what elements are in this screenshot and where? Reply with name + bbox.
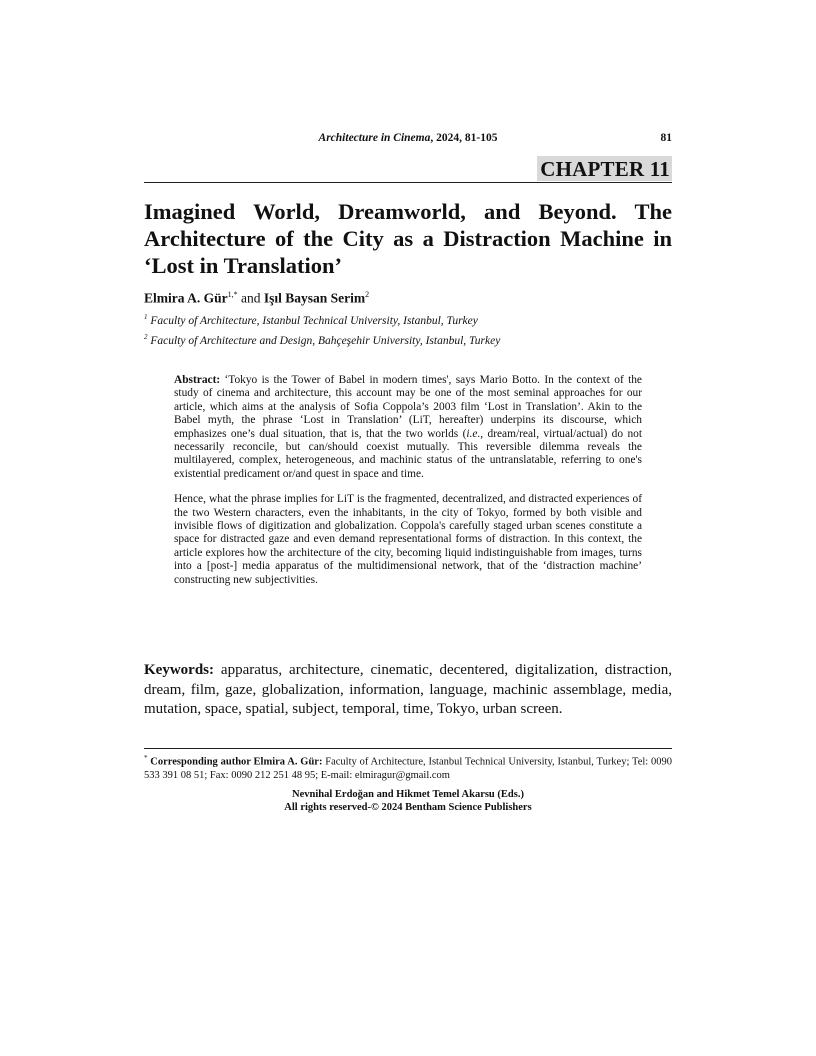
footnote <box>144 752 672 782</box>
chapter-heading <box>537 156 672 181</box>
author-name: Işıl Baysan Serim <box>263 290 366 306</box>
keywords <box>144 661 672 720</box>
keywords-text: apparatus, architecture, cinematic, decentered, digitalization, distraction, dream, film, gaze, globalization, information, language, machinic assemblage, media, mutation, space, spatial, subject, temporal, time, Tokyo, urban screen. <box>144 662 672 717</box>
abstract-paragraph: Hence, what the phrase implies for LiT is the fragmented, decentralized, and distracted experiences of the two Western characters, even the inhabitants, in the city of Tokyo, formed by both visible and invisible flows of digitization and globalization. Coppola's carefully staged urban scenes constitute a space for distracted gaze and even demand representational forms of distraction. In this context, the article explores how the architecture of the city, becoming liquid indistinguishable from images, turns into a [post-] media apparatus of the multidimensional network, that of the ‘distraction machine’ constructing new subjectivities. <box>174 493 642 586</box>
chapter-rule <box>144 182 672 183</box>
author-line <box>144 290 369 307</box>
rights-line: All rights reserved-© 2024 Bentham Science Publishers <box>284 802 532 813</box>
affiliation-text: Faculty of Architecture and Design, Bahçeşehir University, Istanbul, Turkey <box>147 334 501 347</box>
page-number: 81 <box>660 132 672 144</box>
journal-citation <box>144 132 672 144</box>
abstract-emphasis: i.e. <box>466 427 481 440</box>
abstract-text: , dream/real, virtual/actual) do not necessarily reconcile, but can/should coexist mutually. This reversible dilemma reveals the multilayered, complex, heterogeneous, and machinic status of the untranslatable, referring to one's existential predicament or/and quest in space and time. <box>174 427 643 480</box>
journal-year-pages: , 2024, 81-105 <box>430 132 498 144</box>
author-affiliation-mark: 2 <box>365 290 370 299</box>
editors-line: Nevnihal Erdoğan and Hikmet Temel Akarsu (Eds.) <box>292 789 524 800</box>
affiliation <box>144 333 500 347</box>
keywords-label: Keywords: <box>144 662 214 678</box>
affiliation-mark: 2 <box>144 333 148 341</box>
abstract <box>174 374 642 599</box>
footnote-rule <box>144 748 672 749</box>
affiliation-text: Faculty of Architecture, Istanbul Technical University, Istanbul, Turkey <box>147 314 478 327</box>
abstract-paragraph <box>174 374 642 481</box>
affiliation <box>144 313 478 327</box>
footnote-text: Faculty of Architecture, Istanbul Technical University, Istanbul, Turkey; Tel: 0090 533 391 08 51; Fax: 0090 212 251 48 95; E-mail: elmiragur@gmail.com <box>144 756 672 781</box>
footnote-label: Corresponding author Elmira A. Gür: <box>147 756 323 768</box>
chapter-label: CHAPTER 11 <box>537 156 672 181</box>
chapter-title: Imagined World, Dreamworld, and Beyond. The Architecture of the City as a Distraction Machine in ‘Lost in Translation’ <box>144 199 672 278</box>
author-conjunction: and <box>237 290 264 306</box>
affiliation-mark: 1 <box>144 313 148 321</box>
author-name: Elmira A. Gür <box>144 290 228 306</box>
abstract-label: Abstract: <box>174 374 221 386</box>
journal-name: Architecture in Cinema <box>318 132 431 144</box>
publisher-info <box>144 788 672 814</box>
running-head <box>144 132 672 148</box>
author-affiliation-mark: 1,* <box>227 290 238 299</box>
footnote-mark: * <box>144 754 148 762</box>
abstract-text: ‘Tokyo is the Tower of Babel in modern times', says Mario Botto. In the context of the study of cinema and architecture, this account may be one of the most seminal approaches for our article, which aims at the analysis of Sofia Coppola’s 2003 film ‘Lost in Translation’. Akin to the Babel myth, the phrase ‘Lost in Translation’ (LiT, hereafter) underpins its discourse, which emphasizes one’s dual situation, that is, that the two worlds ( <box>174 374 642 440</box>
